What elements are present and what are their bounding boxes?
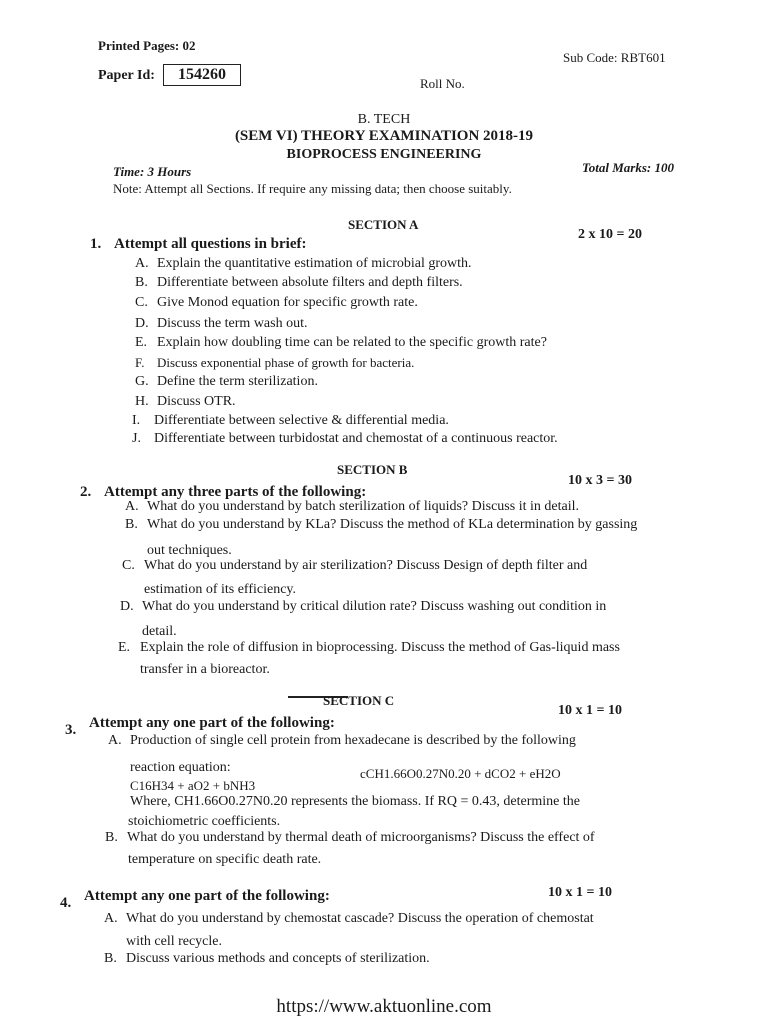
q3-number: 3. <box>65 722 77 738</box>
list-item: D. What do you understand by critical dilution rate? Discuss washing out condition in <box>120 599 607 614</box>
paper-id-box: 154260 <box>163 64 241 86</box>
list-item: A. What do you understand by batch sterilization of liquids? Discuss it in detail. <box>125 499 579 514</box>
q4-number: 4. <box>60 895 72 911</box>
q4-marks: 10 x 1 = 10 <box>548 885 612 900</box>
list-item: A. Production of single cell protein from hexadecane is described by the following <box>108 733 576 748</box>
list-item: C. What do you understand by air sterilization? Discuss Design of depth filter and <box>122 558 588 573</box>
list-item: B. Differentiate between absolute filters and depth filters. <box>135 275 463 290</box>
total-marks: Total Marks: 100 <box>582 160 674 175</box>
exam-title: (SEM VI) THEORY EXAMINATION 2018-19 <box>234 128 534 144</box>
exam-time: Time: 3 Hours <box>113 164 192 179</box>
list-item-continuation: estimation of its efficiency. <box>144 582 297 597</box>
footer-url: https://www.aktuonline.com <box>276 996 492 1017</box>
list-item: C. Give Monod equation for specific growth rate. <box>135 295 418 310</box>
q2-text: Attempt any three parts of the following: <box>104 484 367 500</box>
section-b-heading: SECTION B <box>337 462 408 477</box>
printed-pages: Printed Pages: 02 <box>98 38 196 53</box>
sub-code: Sub Code: RBT601 <box>563 50 666 65</box>
list-item: B. What do you understand by KLa? Discuss the method of KLa determination by gassing <box>125 517 638 532</box>
list-item: J. Differentiate between turbidostat and chemostat of a continuous reactor. <box>132 431 558 446</box>
list-item: I. Differentiate between selective & differential media. <box>132 413 449 428</box>
q2-marks: 10 x 3 = 30 <box>568 473 632 488</box>
q3-marks: 10 x 1 = 10 <box>558 703 622 718</box>
list-item: G. Define the term sterilization. <box>135 374 318 389</box>
q2-number: 2. <box>80 484 92 500</box>
roll-no: Roll No. <box>420 76 465 91</box>
section-a-heading: SECTION A <box>348 217 419 232</box>
q1-text: Attempt all questions in brief: <box>114 236 307 252</box>
list-item: A. What do you understand by chemostat cascade? Discuss the operation of chemostat <box>104 911 594 926</box>
list-item: E. Explain how doubling time can be related to the specific growth rate? <box>135 335 547 350</box>
q4-text: Attempt any one part of the following: <box>84 888 330 904</box>
list-item-continuation: transfer in a bioreactor. <box>140 662 270 677</box>
list-item-continuation: reaction equation: <box>130 760 231 775</box>
reaction-equation-right: cCH1.66O0.27N0.20 + dCO2 + eH2O <box>360 766 561 781</box>
q1-marks: 2 x 10 = 20 <box>578 227 642 242</box>
section-c-heading: SECTION C <box>323 693 395 708</box>
list-item: H. Discuss OTR. <box>135 394 236 409</box>
list-item-continuation: with cell recycle. <box>126 934 223 949</box>
list-item-continuation: stoichiometric coefficients. <box>128 814 281 829</box>
reaction-equation-left: C16H34 + aO2 + bNH3 <box>130 778 256 793</box>
degree-title: B. TECH <box>357 112 411 127</box>
list-item: B. Discuss various methods and concepts of sterilization. <box>104 951 430 966</box>
paper-id-label: Paper Id: <box>98 68 155 83</box>
q3-text: Attempt any one part of the following: <box>89 715 335 731</box>
list-item-continuation: temperature on specific death rate. <box>128 852 322 867</box>
list-item: E. Explain the role of diffusion in bioprocessing. Discuss the method of Gas-liquid mass <box>118 640 620 655</box>
list-item: F. Discuss exponential phase of growth for bacteria. <box>135 355 415 370</box>
list-item: B. What do you understand by thermal death of microorganisms? Discuss the effect of <box>105 830 595 845</box>
list-item-continuation: detail. <box>142 624 177 639</box>
list-item: A. Explain the quantitative estimation of microbial growth. <box>135 256 472 271</box>
list-item-continuation: out techniques. <box>147 543 232 558</box>
q1-number: 1. <box>90 236 102 252</box>
list-item: D. Discuss the term wash out. <box>135 316 308 331</box>
subject-title: BIOPROCESS ENGINEERING <box>286 147 482 162</box>
list-item-continuation: Where, CH1.66O0.27N0.20 represents the biomass. If RQ = 0.43, determine the <box>130 794 580 809</box>
instruction-note: Note: Attempt all Sections. If require any missing data; then choose suitably. <box>113 181 512 196</box>
